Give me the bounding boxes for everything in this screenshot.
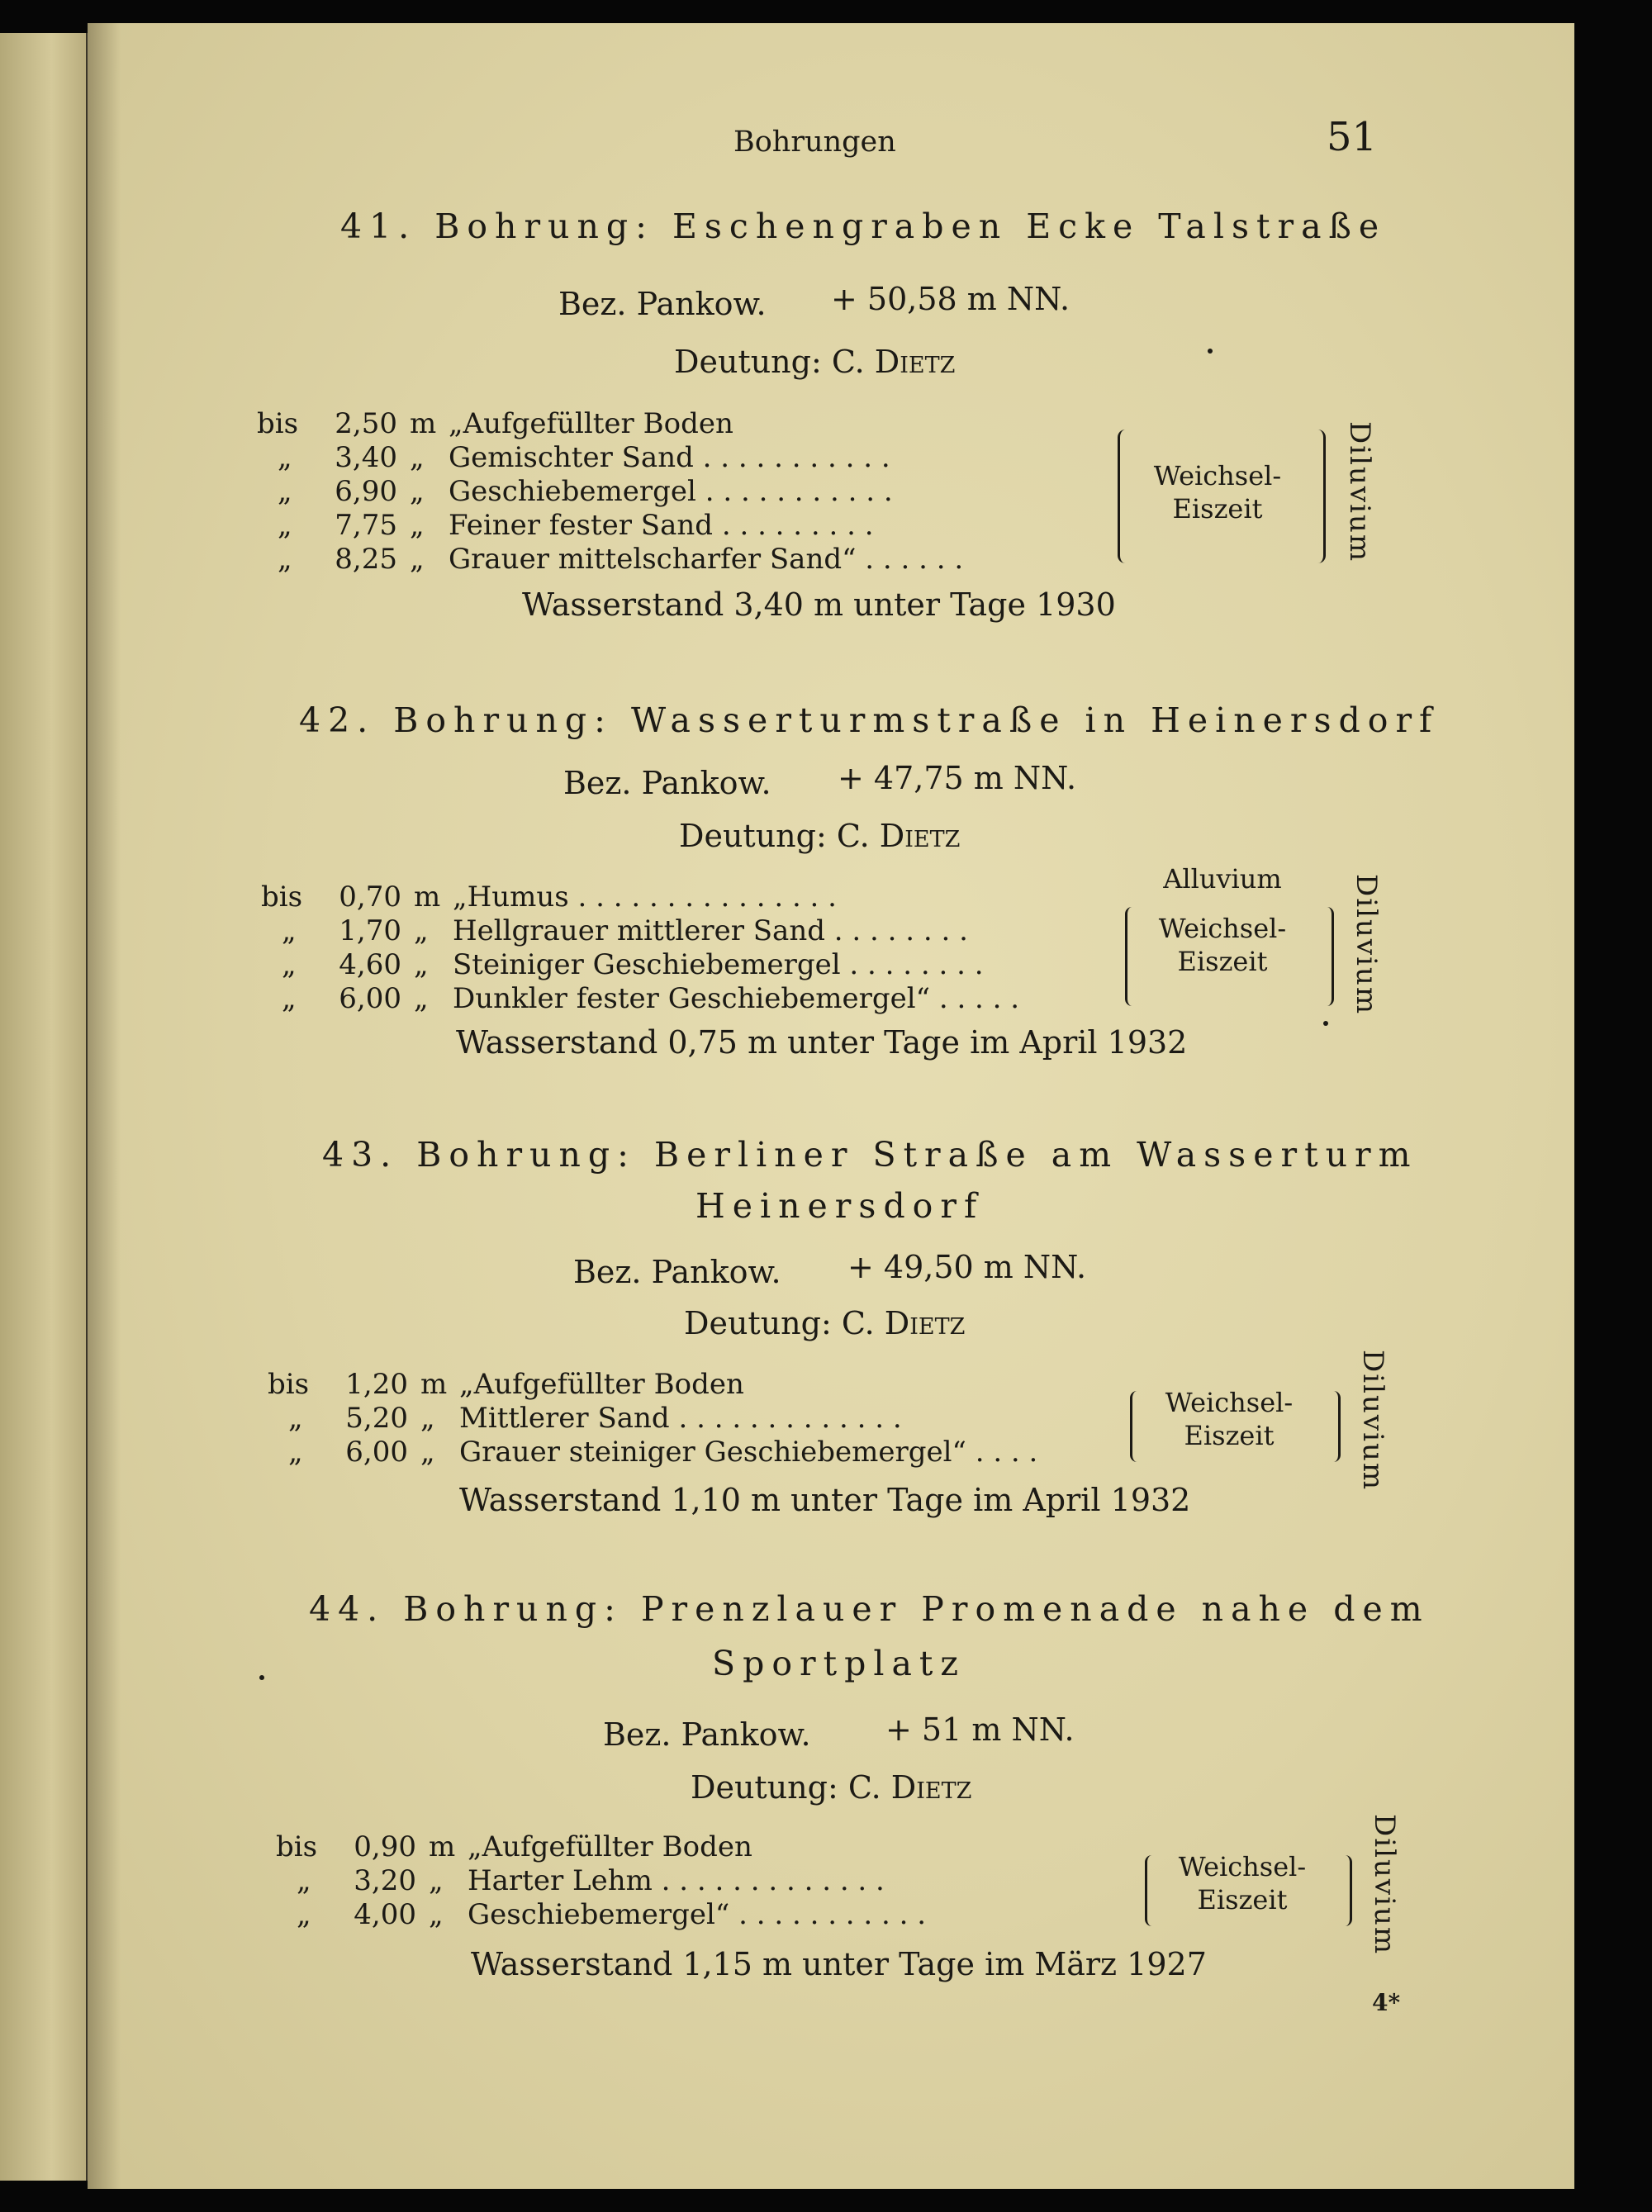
row-unit: „ [410,475,425,508]
period-line: Eiszeit [1177,946,1268,977]
interpreter-name: Dietz [879,818,961,854]
water-level: Wasserstand 1,10 m unter Tage im April 1932 [459,1482,1191,1518]
period-brace [1118,430,1133,563]
section-title: 41. Bohrung: Eschengraben Ecke Talstraße [340,206,1387,246]
row-unit: „ [410,509,425,542]
row-depth: 4,60 [339,948,401,981]
page-number: 51 [1327,114,1378,160]
elevation: + 51 m NN. [885,1711,1075,1748]
row-unit: m [429,1830,456,1863]
row-unit: m [414,881,441,914]
row-description: „Aufgefüllter Boden [468,1830,752,1863]
row-description: „Aufgefüllter Boden [449,407,733,440]
row-prefix: „ [288,1436,303,1469]
era-label: Diluvium [1368,1814,1401,1956]
layer-row [261,982,1252,1017]
period-line: Eiszeit [1172,493,1263,525]
row-prefix: bis [276,1830,318,1863]
row-prefix: „ [282,948,297,981]
row-description: Mittlerer Sand . . . . . . . . . . . . . [459,1402,902,1435]
section-title-line2: Heinersdorf [695,1186,985,1226]
layer-row [261,914,1252,949]
row-unit: „ [429,1898,444,1931]
row-depth: 6,90 [335,475,397,508]
row-description: Steiniger Geschiebemergel . . . . . . . . [453,948,984,981]
interpretation [674,344,955,380]
layer-row [261,948,1252,983]
layer-row [261,881,1252,915]
period-brace [1145,1855,1159,1926]
row-prefix: bis [268,1368,310,1401]
row-description: „Humus . . . . . . . . . . . . . . . [453,881,837,914]
interpreter-name: Dietz [890,1769,972,1806]
period-brace [1125,907,1139,1006]
interpretation [691,1769,971,1806]
section-title: 44. Bohrung: Prenzlauer Promenade nahe dem [309,1589,1430,1629]
era-brace [1327,1391,1341,1462]
section-title: 42. Bohrung: Wasserturmstraße in Heinersdorf [299,700,1440,740]
row-depth: 1,20 [345,1368,408,1401]
row-depth: 1,70 [339,914,401,947]
row-depth: 4,00 [354,1898,416,1931]
row-prefix: „ [278,543,292,576]
row-unit: „ [414,948,429,981]
era-brace [1310,430,1326,563]
period-line: Weichsel- [1178,1851,1307,1882]
period-label [1135,459,1300,525]
period-label [1160,1850,1325,1916]
row-description: Grauer steiniger Geschiebemergel“ . . . . [459,1436,1038,1469]
period-label [1140,912,1305,978]
row-description: Hellgrauer mittlerer Sand . . . . . . . . [453,914,968,947]
layer-row [268,1436,1259,1470]
print-speck [1323,1021,1328,1026]
row-prefix: „ [297,1898,311,1931]
period-line: Weichsel- [1165,1387,1294,1418]
row-unit: „ [420,1436,435,1469]
row-depth: 2,50 [335,407,397,440]
row-description: Dunkler fester Geschiebemergel“ . . . . . [453,982,1020,1015]
interpretation-label: Deutung: C. [674,344,865,380]
district: Bez. Pankow. [603,1716,811,1753]
section-title-line2: Sportplatz [712,1644,966,1683]
row-unit: „ [414,914,429,947]
top-period-label: Alluvium [1163,863,1282,895]
row-prefix: „ [282,914,297,947]
interpretation [684,1305,965,1341]
period-line: Eiszeit [1184,1420,1275,1451]
water-level: Wasserstand 3,40 m unter Tage 1930 [522,586,1116,623]
row-prefix: „ [288,1402,303,1435]
previous-page-edge [0,33,88,2181]
row-depth: 3,20 [354,1864,416,1897]
row-prefix: „ [297,1864,311,1897]
row-depth: 7,75 [335,509,397,542]
era-brace [1320,907,1334,1006]
section-title: 43. Bohrung: Berliner Straße am Wasserturm [322,1135,1418,1175]
layer-row [257,407,1248,442]
row-unit: m [420,1368,448,1401]
layer-row [276,1898,1267,1933]
elevation: + 50,58 m NN. [831,281,1070,317]
period-line: Weichsel- [1158,913,1287,944]
row-unit: „ [410,441,425,474]
row-description: Geschiebemergel . . . . . . . . . . . [449,475,893,508]
row-description: Harter Lehm . . . . . . . . . . . . . [468,1864,885,1897]
layer-row [268,1402,1259,1436]
row-prefix: bis [257,407,299,440]
district: Bez. Pankow. [558,286,767,322]
book-page [88,23,1574,2189]
era-label: Diluvium [1343,421,1376,563]
row-depth: 5,20 [345,1402,408,1435]
print-speck [1208,349,1213,354]
period-brace [1130,1391,1144,1462]
interpreter-name: Dietz [884,1305,966,1341]
period-line: Eiszeit [1197,1884,1288,1915]
elevation: + 47,75 m NN. [838,760,1077,796]
row-prefix: „ [278,441,292,474]
row-depth: 6,00 [339,982,401,1015]
district: Bez. Pankow. [563,765,771,801]
era-brace [1338,1855,1352,1926]
era-label: Diluvium [1350,874,1383,1016]
row-unit: „ [410,543,425,576]
row-depth: 8,25 [335,543,397,576]
row-depth: 0,90 [354,1830,416,1863]
row-description: „Aufgefüllter Boden [459,1368,744,1401]
era-label: Diluvium [1356,1350,1389,1492]
period-line: Weichsel- [1153,460,1282,491]
row-prefix: „ [282,982,297,1015]
row-unit: „ [414,982,429,1015]
layer-row [276,1830,1267,1865]
row-description: Feiner fester Sand . . . . . . . . . [449,509,874,542]
row-prefix: bis [261,881,303,914]
row-prefix: „ [278,509,292,542]
district: Bez. Pankow. [573,1254,781,1290]
water-level: Wasserstand 1,15 m unter Tage im März 1927 [471,1946,1207,1982]
elevation: + 49,50 m NN. [847,1249,1087,1285]
row-prefix: „ [278,475,292,508]
row-unit: „ [429,1864,444,1897]
layer-row [257,509,1248,544]
period-label [1146,1386,1312,1452]
row-description: Grauer mittelscharfer Sand“ . . . . . . [449,543,964,576]
row-depth: 3,40 [335,441,397,474]
running-head: Bohrungen [733,126,896,159]
interpreter-name: Dietz [874,344,956,380]
gutter-shadow [88,23,121,2189]
interpretation-label: Deutung: C. [684,1305,875,1341]
printer-signature: 4* [1372,1989,1401,2016]
row-description: Gemischter Sand . . . . . . . . . . . [449,441,890,474]
row-description: Geschiebemergel“ . . . . . . . . . . . [468,1898,927,1931]
row-unit: m [410,407,437,440]
layer-row [276,1864,1267,1899]
row-depth: 0,70 [339,881,401,914]
layer-row [257,543,1248,577]
row-unit: „ [420,1402,435,1435]
layer-row [257,475,1248,510]
print-speck [259,1675,264,1680]
water-level: Wasserstand 0,75 m unter Tage im April 1932 [456,1024,1188,1061]
interpretation [679,818,960,854]
layer-row [268,1368,1259,1403]
interpretation-label: Deutung: C. [691,1769,881,1806]
layer-row [257,441,1248,476]
row-depth: 6,00 [345,1436,408,1469]
interpretation-label: Deutung: C. [679,818,870,854]
